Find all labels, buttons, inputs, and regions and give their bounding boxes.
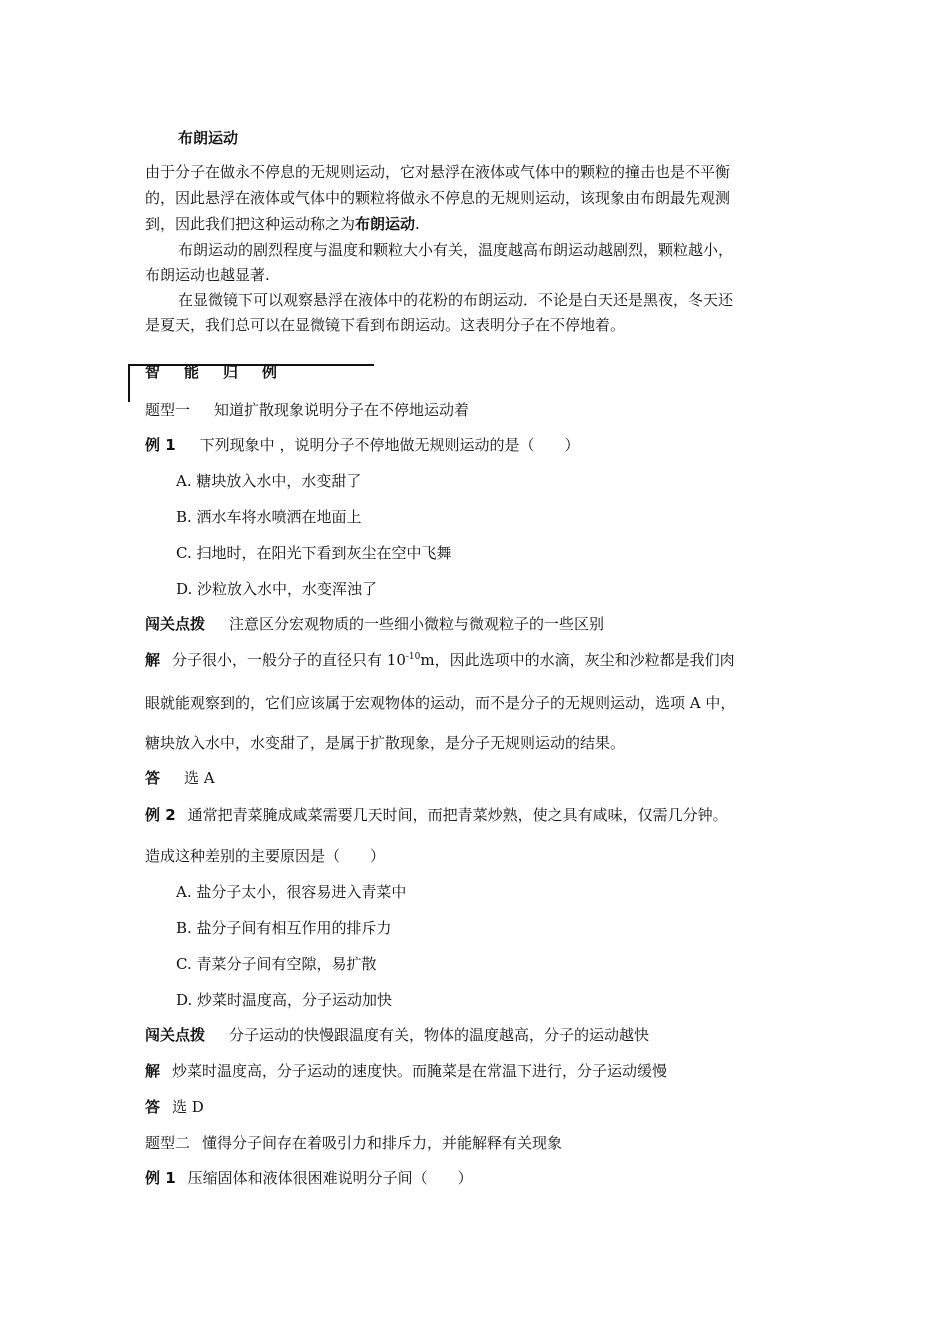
ex2-question: 通常把青菜腌成咸菜需要几天时间，而把青菜炒熟，使之具有咸味，仅需几分钟。: [187, 806, 728, 824]
ex2-hint-label: 闯关点拨: [145, 1026, 206, 1044]
ex1-answer: 选 A: [184, 769, 215, 787]
ex2-option-d: D. 炒菜时温度高，分子运动加快: [176, 991, 393, 1009]
ex1-solution-line3: 糖块放入水中，水变甜了，是属于扩散现象，是分子无规则运动的结果。: [145, 734, 626, 752]
para1-text: 到，因此我们把这种运动称之为: [145, 215, 356, 233]
ex1-hint-label: 闯关点拨: [145, 615, 206, 633]
ex1-hint-line: [145, 614, 604, 634]
ex1-option-b: B. 洒水车将水喷洒在地面上: [176, 508, 362, 526]
ex1-sol-text-2: m，因此选项中的水滴，灰尘和沙粒都是我们肉: [420, 651, 735, 669]
type1-label: 题型一: [145, 401, 191, 419]
ex1-solution-line2: 眼就能观察到的，它们应该属于宏观物体的运动，而不是分子的无规则运动，选项 A 中，: [145, 694, 736, 712]
ex2-solution-line: [145, 1061, 667, 1081]
ex1-sol-text: 分子很小，一般分子的直径只有 10: [172, 651, 406, 669]
ex2-label: 例 2: [145, 806, 176, 824]
ex1-sol-label: 解: [145, 651, 161, 669]
ex1-label: 例 1: [145, 436, 176, 454]
ex1-option-c: C. 扫地时，在阳光下看到灰尘在空中飞舞: [176, 544, 452, 562]
ex1-question-line: [145, 435, 579, 455]
para1-period: .: [415, 215, 420, 233]
ex1-answer-line: [145, 768, 215, 788]
type2-label: 题型二: [145, 1134, 191, 1152]
type2-line: [145, 1133, 562, 1153]
ex2-hint-line: [145, 1025, 649, 1045]
ex3-question-line: [145, 1168, 473, 1188]
para2-line2: 布朗运动也越显著.: [145, 266, 270, 284]
section-title: 智能归例: [145, 363, 302, 381]
ex2-answer-line: [145, 1097, 204, 1117]
type2-text: 懂得分子间存在着吸引力和排斥力，并能解释有关现象: [202, 1134, 563, 1152]
ex2-sol-label: 解: [145, 1062, 161, 1080]
ex3-question: 压缩固体和液体很困难说明分子间（ ）: [187, 1169, 473, 1187]
ex2-hint: 分子运动的快慢跟温度有关，物体的温度越高，分子的运动越快: [229, 1026, 650, 1044]
heading: 布朗运动: [178, 129, 239, 147]
para1-line1: 由于分子在做永不停息的无规则运动，它对悬浮在液体或气体中的颗粒的撞击也是不平衡: [145, 163, 731, 181]
ex2-option-c: C. 青菜分子间有空隙，易扩散: [176, 955, 377, 973]
ex3-label: 例 1: [145, 1169, 176, 1187]
ex2-question-line2: 造成这种差别的主要原因是（ ）: [145, 847, 386, 865]
ex2-ans-label: 答: [145, 1098, 161, 1116]
ex1-question: 下列现象中 ，说明分子不停地做无规则运动的是（ ）: [199, 436, 580, 454]
section-tick: [128, 364, 130, 402]
para2-line1: 布朗运动的剧烈程度与温度和颗粒大小有关，温度越高布朗运动越剧烈，颗粒越小，: [178, 241, 734, 259]
ex1-option-d: D. 沙粒放入水中，水变浑浊了: [176, 580, 378, 598]
type1-line: [145, 400, 469, 420]
para3-line2: 是夏天，我们总可以在显微镜下看到布朗运动。这表明分子在不停地着。: [145, 316, 626, 334]
ex1-sol-exponent: -10: [405, 652, 421, 662]
ex1-hint: 注意区分宏观物质的一些细小微粒与微观粒子的一些区别: [229, 615, 605, 633]
ex2-option-a: A. 盐分子太小，很容易进入青菜中: [176, 883, 407, 901]
para1-line3: [145, 214, 420, 234]
ex2-question-line1: [145, 805, 728, 825]
para3-line1: 在显微镜下可以观察悬浮在液体中的花粉的布朗运动．不论是白天还是黑夜，冬天还: [178, 291, 734, 309]
ex1-option-a: A. 糖块放入水中，水变甜了: [176, 472, 362, 490]
term-brownian: 布朗运动: [355, 215, 416, 233]
ex1-solution-line1: [145, 650, 735, 670]
ex2-option-b: B. 盐分子间有相互作用的排斥力: [176, 919, 392, 937]
ex2-answer: 选 D: [172, 1098, 204, 1116]
ex2-solution: 炒菜时温度高，分子运动的速度快。而腌菜是在常温下进行，分子运动缓慢: [172, 1062, 668, 1080]
ex1-ans-label: 答: [145, 769, 161, 787]
para1-line2: 的，因此悬浮在液体或气体中的颗粒将做永不停息的无规则运动，该现象由布朗最先观测: [145, 189, 731, 207]
type1-text: 知道扩散现象说明分子在不停地运动着: [214, 401, 470, 419]
